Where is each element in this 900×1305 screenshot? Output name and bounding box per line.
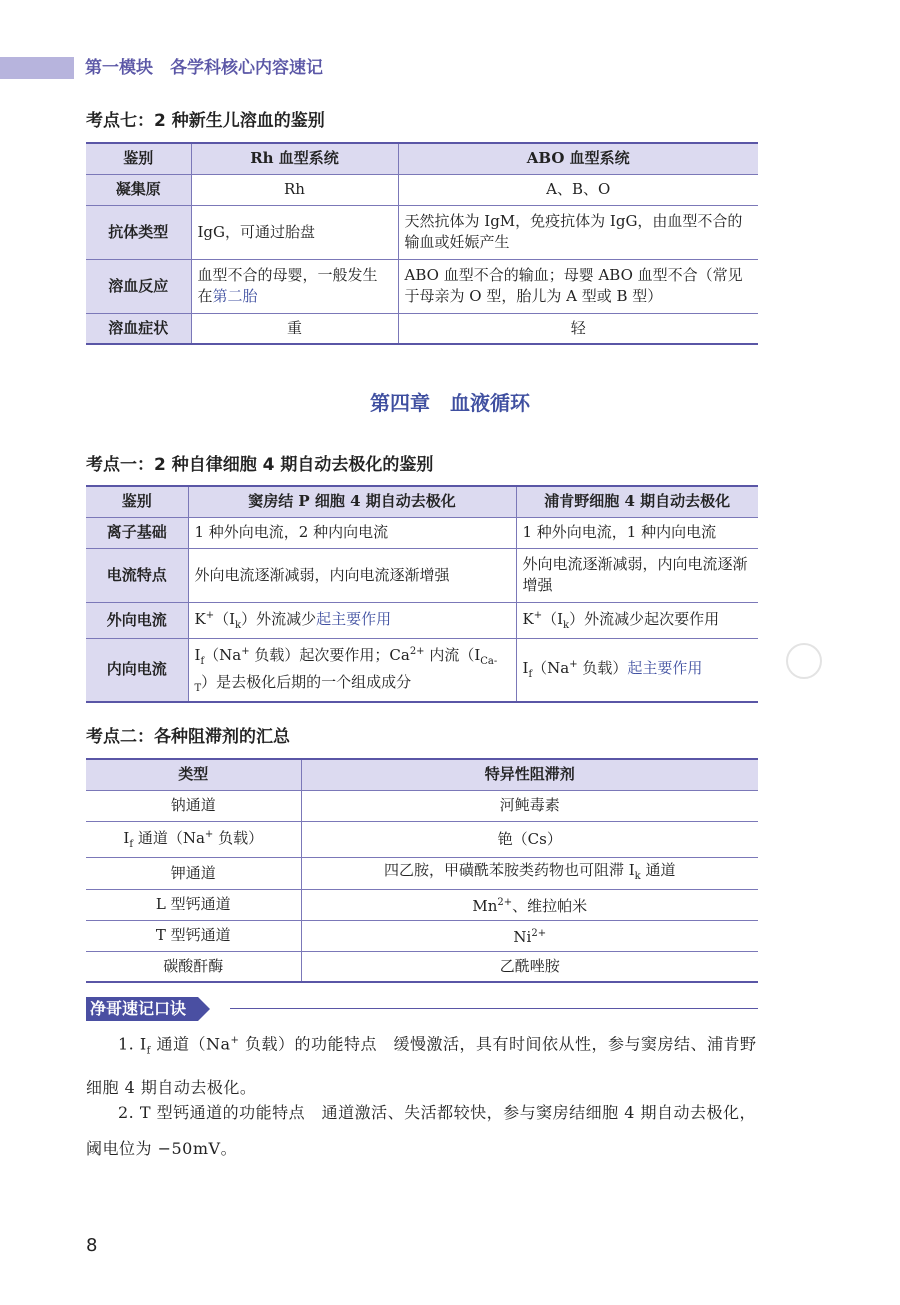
cell-text: （I (214, 609, 236, 628)
row-label: 溶血症状 (86, 313, 191, 344)
cell: 1 种外向电流，2 种内向电流 (188, 517, 516, 548)
superscript: + (533, 609, 543, 621)
cell-text: 、维拉帕米 (512, 897, 588, 915)
cell (301, 889, 758, 920)
cell: 乙酰唑胺 (301, 951, 758, 982)
superscript: 2+ (497, 897, 513, 908)
subscript: f (528, 669, 533, 680)
cell-text: 负载） (213, 828, 264, 847)
row-label: 内向电流 (86, 638, 188, 702)
blocker-table (86, 758, 758, 983)
column-header: Rh 血型系统 (191, 143, 398, 174)
chapter-title: 第四章 血液循环 (370, 391, 530, 415)
row-label: 凝集原 (86, 174, 191, 205)
column-header: 窦房结 P 细胞 4 期自动去极化 (188, 486, 516, 517)
superscript: + (569, 659, 578, 670)
subscript: k (634, 870, 641, 882)
cell-text: K (522, 609, 534, 628)
cell-text: I (522, 659, 529, 677)
cell-text: ）外流减少起次要作用 (569, 609, 720, 628)
row-label: 离子基础 (86, 517, 188, 548)
row-label: 溶血反应 (86, 259, 191, 313)
hemolysis-table (86, 142, 758, 345)
cell-text: 内流（I (424, 645, 481, 664)
cell-text: （I (542, 609, 564, 628)
cell (516, 602, 758, 638)
cell: A、B、O (398, 174, 758, 205)
cell-text: I (123, 828, 130, 847)
table-row (86, 602, 758, 638)
highlight-text: 起主要作用 (316, 609, 392, 628)
cell (191, 259, 398, 313)
cell: 外向电流逐渐减弱，内向电流逐渐增强 (188, 548, 516, 602)
cell-text: 负载） (577, 659, 628, 677)
para-text: 1. I (118, 1034, 147, 1054)
table-row (86, 951, 758, 982)
cell: 重 (191, 313, 398, 344)
superscript: + (230, 1035, 240, 1046)
cell (188, 602, 516, 638)
highlight-text: 第二胎 (212, 287, 258, 305)
subscript: f (146, 1045, 151, 1057)
subscript: k (563, 619, 570, 631)
cell: 铯（Cs） (301, 821, 758, 857)
table-row (86, 920, 758, 951)
highlight-text: 起主要作用 (627, 659, 703, 677)
table-row (86, 638, 758, 702)
cell-text: ）外流减少 (241, 609, 317, 628)
mnemonic-paragraph-2: 2. T 型钙通道的功能特点 通道激活、失活都较快，参与窦房结细胞 4 期自动去极化，阈电位为 −50mV。 (86, 1103, 756, 1158)
module-color-bar (0, 57, 74, 79)
module-title: 第一模块 各学科核心内容速记 (85, 58, 323, 78)
table-header-row (86, 759, 758, 790)
cell-text: Ni (513, 928, 532, 946)
table-header-row (86, 143, 758, 174)
cell-text: ）是去极化后期的一个组成成分 (201, 672, 412, 691)
cell-text: （Na (204, 645, 242, 664)
superscript: 2+ (409, 645, 425, 657)
cell: IgG，可通过胎盘 (191, 205, 398, 259)
column-header: 鉴别 (86, 486, 188, 517)
row-label: 外向电流 (86, 602, 188, 638)
cell (86, 821, 301, 857)
column-header: 类型 (86, 759, 301, 790)
cell: Rh (191, 174, 398, 205)
table-row (86, 313, 758, 344)
cell-text: 四乙胺，甲磺酰苯胺类药物也可阻滞 I (383, 860, 635, 879)
subscript: Ca-T (194, 655, 498, 694)
cell-text: 血型不合的母婴，一般发生在 (197, 266, 378, 305)
cell: L 型钙通道 (86, 889, 301, 920)
subscript: k (235, 619, 242, 631)
section7-heading: 考点七：2 种新生儿溶血的鉴别 (86, 111, 325, 131)
table-row (86, 889, 758, 920)
column-header: 特异性阻滞剂 (301, 759, 758, 790)
cell: 轻 (398, 313, 758, 344)
table-row (86, 205, 758, 259)
column-header: 鉴别 (86, 143, 191, 174)
table-row (86, 517, 758, 548)
superscript: + (241, 645, 250, 657)
para-text: 通道（Na (150, 1034, 231, 1054)
section2-heading: 考点二：各种阻滞剂的汇总 (86, 727, 290, 747)
cell-text: 通道（Na (133, 828, 205, 847)
table-row (86, 857, 758, 889)
subscript: f (200, 655, 205, 667)
table-row (86, 790, 758, 821)
mnemonic-tag: 净哥速记口诀 (86, 997, 198, 1021)
divider (230, 1008, 758, 1009)
cell-text: 负载）起次要作用；Ca (249, 645, 410, 664)
cell: T 型钙通道 (86, 920, 301, 951)
cell: 钾通道 (86, 857, 301, 889)
cell (301, 857, 758, 889)
table-header-row (86, 486, 758, 517)
column-header: ABO 血型系统 (398, 143, 758, 174)
table-row (86, 548, 758, 602)
cell: 天然抗体为 IgM，免疫抗体为 IgG，由血型不合的输血或妊娠产生 (398, 205, 758, 259)
cell: 外向电流逐渐减弱，内向电流逐渐增强 (516, 548, 758, 602)
cell: 1 种外向电流，1 种内向电流 (516, 517, 758, 548)
cell (516, 638, 758, 702)
cell-text: 通道 (640, 860, 676, 879)
cell-text: Mn (472, 897, 498, 915)
cell-text: K (194, 609, 206, 628)
cell: 碳酸酐酶 (86, 951, 301, 982)
depolarization-table (86, 485, 758, 703)
superscript: + (205, 609, 215, 621)
page-number: 8 (86, 1235, 98, 1256)
row-label: 电流特点 (86, 548, 188, 602)
table-row (86, 259, 758, 313)
superscript: 2+ (531, 928, 547, 939)
cell: 河鲀毒素 (301, 790, 758, 821)
subscript: f (129, 838, 134, 850)
section1-heading: 考点一：2 种自律细胞 4 期自动去极化的鉴别 (86, 455, 434, 475)
table-row (86, 174, 758, 205)
table-row (86, 821, 758, 857)
superscript: + (204, 828, 214, 840)
cell: ABO 血型不合的输血；母婴 ABO 血型不合（常见于母亲为 O 型，胎儿为 A 型或 B 型） (398, 259, 758, 313)
row-label: 抗体类型 (86, 205, 191, 259)
cell: 钠通道 (86, 790, 301, 821)
cell (301, 920, 758, 951)
para-text: 负载）的功能特点 缓慢激活，具有时间依从性，参与窦房结、浦肯野细胞 4 期自动去极化。 (86, 1034, 757, 1097)
column-header: 浦肯野细胞 4 期自动去极化 (516, 486, 758, 517)
cell (188, 638, 516, 702)
cell-text: I (194, 645, 201, 664)
mnemonic-paragraph-1 (86, 1023, 758, 1106)
watermark-icon (786, 643, 822, 679)
cell-text: （Na (532, 659, 570, 677)
